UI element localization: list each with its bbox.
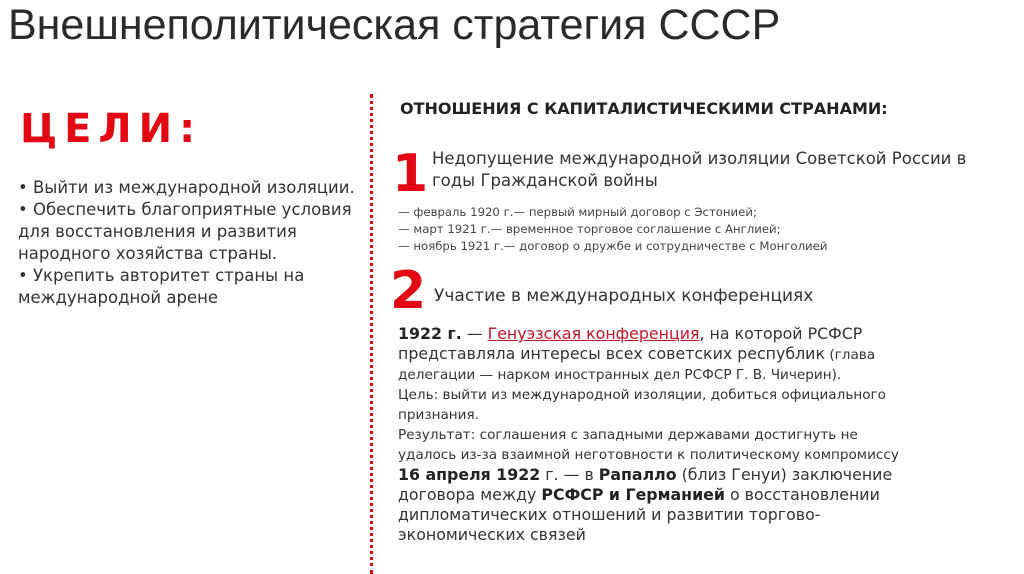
genoa-line-2-text: представляла интересы всех советских республик <box>398 344 825 363</box>
genoa-rest: , на которой РСФСР <box>699 324 863 343</box>
goal-item: • Выйти из международной изоляции. <box>18 178 355 197</box>
genoa-conference-link[interactable]: Генуэзская конференция <box>487 324 700 343</box>
goals-list <box>18 177 358 309</box>
point-number-2: 2 <box>390 261 427 321</box>
relations-heading: ОТНОШЕНИЯ С КАПИТАЛИСТИЧЕСКИМИ СТРАНАМИ: <box>400 99 888 118</box>
rapallo-parties: РСФСР и Германией <box>541 485 725 504</box>
genoa-goal-line-2: признания. <box>398 407 480 423</box>
slide-title: Внешнеполитическая стратегия СССР <box>8 1 781 49</box>
genoa-line-1 <box>398 324 1018 344</box>
genoa-dash: — <box>461 324 488 343</box>
genoa-result-line-2: удалось из-за взаимной неготовности к политическому компромиссу <box>398 447 899 463</box>
rapallo-after-place: (близ Генуи) заключение <box>676 465 893 484</box>
genoa-goal-line-1: Цель: выйти из международной изоляции, добиться официального <box>398 387 886 403</box>
treaty-date-item: — ноябрь 1921 г.— договор о дружбе и сотрудничестве с Монголией <box>398 239 828 253</box>
rapallo-line-2 <box>398 485 1018 505</box>
treaty-date-item: — март 1921 г.— временное торговое соглашение с Англией; <box>398 222 781 236</box>
genoa-year: 1922 г. <box>398 324 462 343</box>
goals-heading: ЦЕЛИ: <box>20 106 203 152</box>
rapallo-line-3: дипломатических отношений и развитии торгово- <box>398 505 821 524</box>
rapallo-date-suffix: г. <box>540 465 559 484</box>
point-1-text: Недопущение международной изоляции Советской России в годы Гражданской войны <box>432 149 967 190</box>
dotted-divider <box>370 94 373 574</box>
treaty-dates-list <box>398 204 998 255</box>
genoa-result-line-1: Результат: соглашения с западными державами достигнуть не <box>398 427 858 443</box>
genoa-line-3: делегации — нарком иностранных дел РСФСР Г. В. Чичерин). <box>398 367 842 383</box>
rapallo-line-4: экономических связей <box>398 525 586 544</box>
rapallo-place: Рапалло <box>598 465 677 484</box>
genoa-line-2 <box>398 344 1018 365</box>
rapallo-line-1 <box>398 465 1018 485</box>
genoa-line-2-small: (глава <box>825 347 876 363</box>
rapallo-line-2-end: о восстановлении <box>724 485 880 504</box>
rapallo-in: — в <box>558 465 599 484</box>
rapallo-date: 16 апреля 1922 <box>398 465 541 484</box>
point-number-1: 1 <box>392 144 429 204</box>
rapallo-line-2-start: договора между <box>398 485 542 504</box>
goal-item: • Обеспечить благоприятные условия для восстановления и развития народного хозяйства страны. <box>18 200 352 263</box>
treaty-date-item: — февраль 1920 г.— первый мирный договор с Эстонией; <box>398 205 757 219</box>
point-2-text: Участие в международных конференциях <box>434 286 814 306</box>
goal-item: • Укрепить авторитет страны на международной арене <box>18 266 305 307</box>
conference-details <box>398 324 1018 545</box>
